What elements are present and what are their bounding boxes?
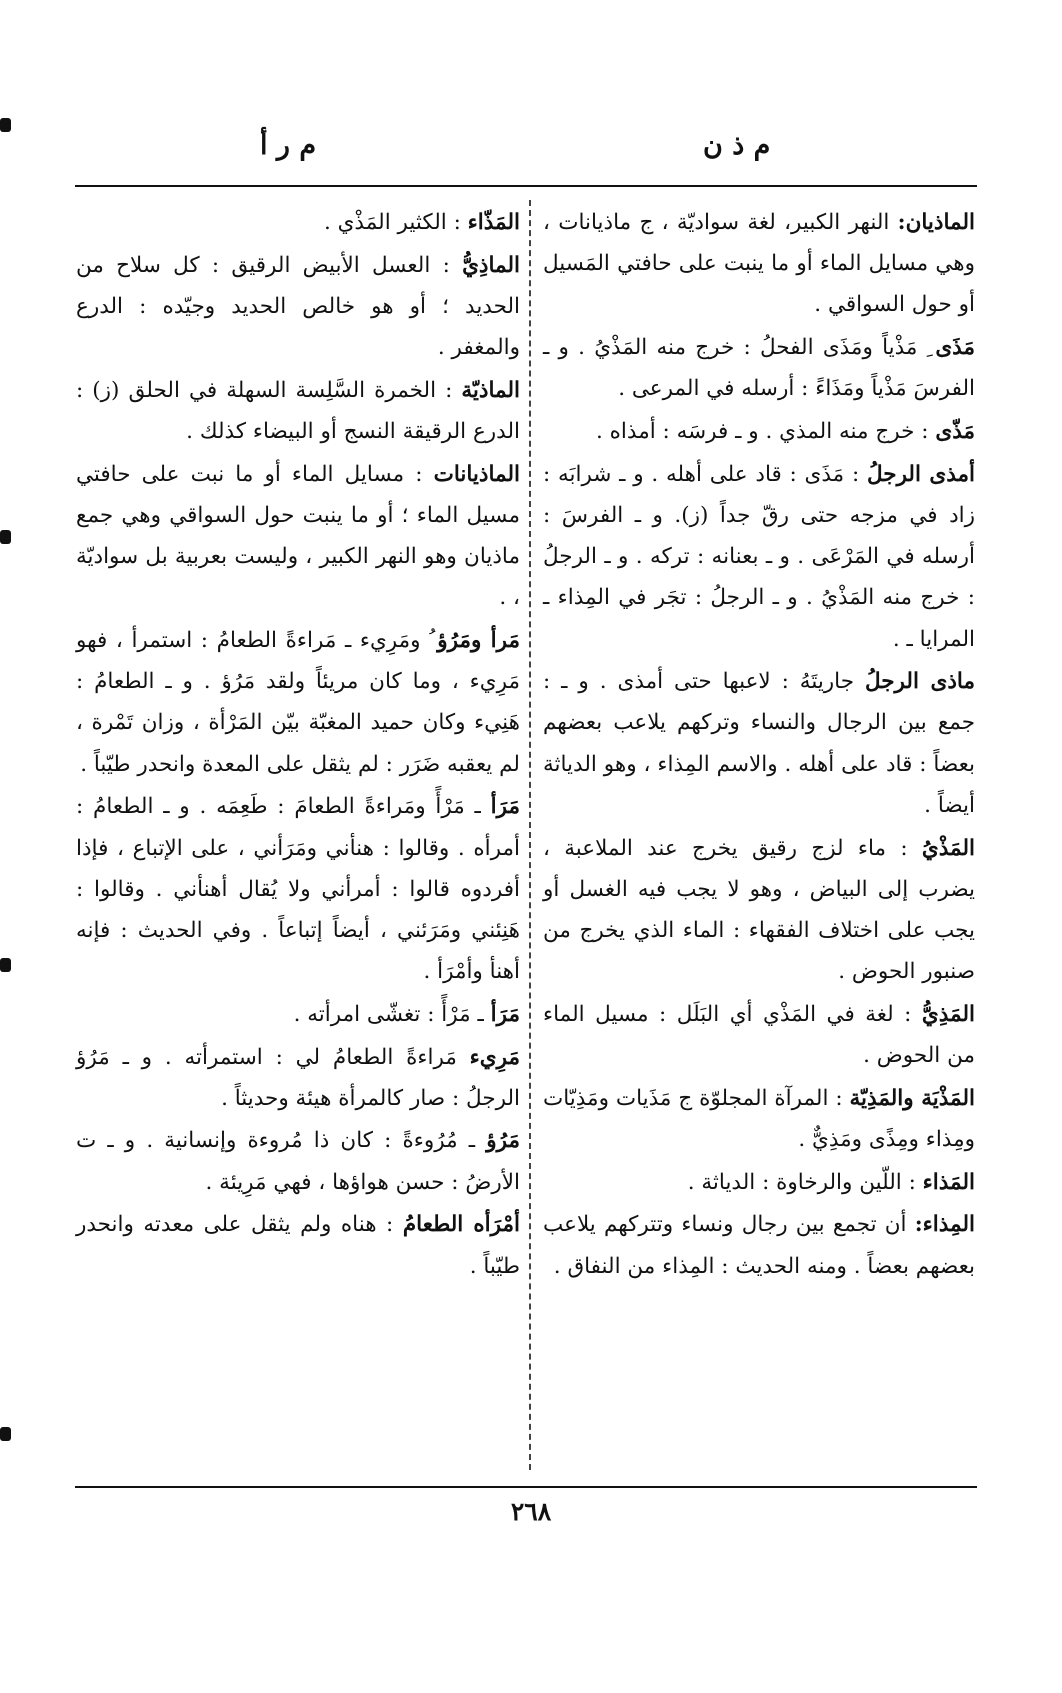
left-column	[76, 202, 520, 1288]
dictionary-entry	[543, 994, 975, 1076]
entry-headword: المَذِيُّ	[921, 1001, 975, 1027]
entry-definition: ـ مَرْأً ومَراءةً الطعامَ : طَعِمَه . و ـ الطعامُ : أمرأه . وقالوا : هنأني ومَرَأني ، على الإتباع ، فإذا أفردوه قالوا : أمرأني ولا يُقال أهنأني . وقالوا : هَنِئني ومَرَئني ، أيضاً إتباعاً . وفي الحديث : فإنه أهنأ وأمْرَأ .	[76, 794, 520, 985]
entry-definition: ـ مُرُوءةً : كان ذا مُروءة وإنسانية . و ـ ت الأرضُ : حسن هواؤها ، فهي مَرِيئة .	[76, 1128, 520, 1195]
margin-mark	[0, 530, 11, 544]
margin-mark	[0, 958, 11, 972]
header-rule	[75, 185, 977, 187]
entry-headword: الماذيانات	[433, 461, 520, 487]
dictionary-entry	[76, 202, 520, 243]
entry-definition: : الخمرة السَّلِسة السهلة في الحلق (ز) : الدرع الرقيقة النسج أو البيضاء كذلك .	[76, 377, 520, 445]
entry-headword: مَذّى	[935, 419, 975, 445]
entry-headword: الماذِيُّ	[462, 252, 520, 278]
entry-definition: جاريتَهُ : لاعبها حتى أمذى . و ـ : جمع بين الرجال والنساء وتركهم يلاعب بعضهم بعضاً : قاد على أهله . والاسم المِذاء ، وهو الدياثة أيضاً .	[543, 669, 975, 818]
entry-definition: ِ مَذْياً ومَذَى الفحلُ : خرج منه المَذْيُ . و ـ الفرسَ مَذْياً ومَذَاءً : أرسله في المرعى .	[543, 335, 975, 402]
entry-headword: المَذْيَة والمَذِيّة	[849, 1085, 975, 1111]
entry-headword: مَرِيء	[469, 1044, 520, 1070]
entry-definition: ـ مَرْأً : تغشّى امرأته .	[293, 1001, 484, 1027]
dictionary-entry	[543, 828, 975, 993]
entry-definition: : اللّين والرخاوة : الدياثة .	[687, 1169, 916, 1195]
entry-headword: مَرَأ	[490, 794, 520, 820]
entry-headword: مَرُؤ	[486, 1128, 520, 1154]
entry-headword: مَرأ ومَرُؤ	[437, 628, 521, 654]
dictionary-entry	[76, 786, 520, 992]
entry-definition: ُ ومَرِيء ـ مَراءةً الطعامُ : استمرأ ، فهو مَرِيء ، وما كان مريئاً ولقد مَرُؤ . و ـ الطعامُ : هَنِيء وكان حميد المغبّة بيّن المَرْأة ، وزان تَمْرة ، لم يعقبه ضَرَر : لم يثقل على المعدة وانحدر طيّباً .	[76, 628, 520, 777]
entry-definition: : خرج منه المذي . و ـ فرسَه : أمذاه .	[596, 419, 929, 445]
column-divider	[529, 200, 531, 1470]
dictionary-entry	[76, 245, 520, 369]
entry-definition: مَراءةً الطعامُ لي : استمرأته . و ـ مَرُؤ الرجلُ : صار كالمرأة هيئة وحديثاً .	[76, 1044, 520, 1111]
header-root-left: م ر أ	[260, 130, 317, 161]
dictionary-entry	[543, 1162, 975, 1203]
dictionary-entry	[543, 202, 975, 326]
dictionary-entry	[543, 454, 975, 660]
entry-definition: النهر الكبير، لغة سواديّة ، ج ماذيانات ، وهي مسايل الماء أو ما ينبت على حافتي المَسيل أو حول السواقي .	[543, 210, 975, 318]
margin-mark	[0, 118, 11, 132]
dictionary-entry	[76, 1204, 520, 1286]
dictionary-entry	[76, 620, 520, 785]
dictionary-entry	[543, 411, 975, 452]
entry-headword: أمذى الرجلُ	[867, 461, 975, 487]
entry-headword: الماذيان:	[897, 210, 975, 235]
header-root-right: م ذ ن	[703, 130, 771, 161]
entry-headword: المِذاء:	[914, 1212, 975, 1238]
dictionary-entry	[76, 994, 520, 1035]
entry-definition: : لغة في المَذْي أي البَلَل : مسيل الماء من الحوض .	[543, 1001, 975, 1069]
entry-definition: أن تجمع بين رجال ونساء وتتركهم يلاعب بعضهم بعضاً . ومنه الحديث : المِذاء من النفاق .	[543, 1212, 975, 1279]
entry-definition: : المرآة المجلوّة ج مَذَيات ومَذِيّات ومِذاء ومِذًى ومَذِيٌّ .	[543, 1085, 975, 1152]
dictionary-entry	[543, 1078, 975, 1160]
entry-headword: الماذيّة	[461, 377, 520, 403]
margin-mark	[0, 1427, 11, 1441]
entry-definition: : ماء لزج رقيق يخرج عند الملاعبة ، يضرب إلى البياض ، وهو لا يجب فيه الغسل أو يجب على اختلاف الفقهاء : الماء الذي يخرج من صنبور الحوض .	[543, 835, 975, 985]
dictionary-entry	[76, 1120, 520, 1202]
dictionary-entry	[76, 370, 520, 452]
entry-headword: المَذّاء	[467, 210, 520, 235]
entry-definition: : مسايل الماء أو ما نبت على حافتي مسيل الماء ؛ أو ما ينبت حول السواقي وهي جمع ماذيان وهو النهر الكبير ، وليست بعربية بل سواديّة ، .	[76, 461, 520, 611]
entry-headword: المَذاء	[922, 1169, 975, 1195]
dictionary-entry	[543, 1204, 975, 1286]
right-column	[543, 202, 975, 1288]
dictionary-entry	[543, 661, 975, 826]
entry-headword: ماذى الرجلُ	[864, 669, 975, 695]
entry-definition: : الكثير المَذْي .	[323, 210, 461, 235]
page-number: ٢٦٨	[510, 1497, 552, 1526]
entry-headword: مَرَأ	[490, 1001, 520, 1027]
dictionary-entry	[76, 454, 520, 619]
footer-rule	[75, 1486, 977, 1488]
entry-definition: : هناه ولم يثقل على معدته وانحدر طيّباً .	[76, 1212, 520, 1279]
entry-definition: : مَذَى : قاد على أهله . و ـ شرابَه : زاد في مزجه حتى رقّ جداً (ز). و ـ الفرسَ : أرسله في المَرْعَى . و ـ بعنانه : تركه . و ـ الرجلُ : خرج منه المَذْيُ . و ـ الرجلُ : تجَر في المِذاء ـ المرايا ـ .	[543, 461, 975, 652]
dictionary-entry	[543, 327, 975, 409]
entry-definition: : العسل الأبيض الرقيق : كل سلاح من الحديد ؛ أو هو خالص الحديد وجيّده : الدرع والمغفر .	[76, 252, 520, 361]
dictionary-entry	[76, 1037, 520, 1119]
entry-headword: مَذَى	[935, 335, 975, 361]
entry-headword: المَذْيُ	[921, 835, 975, 861]
entry-headword: أمْرَأه الطعامُ	[402, 1212, 520, 1238]
